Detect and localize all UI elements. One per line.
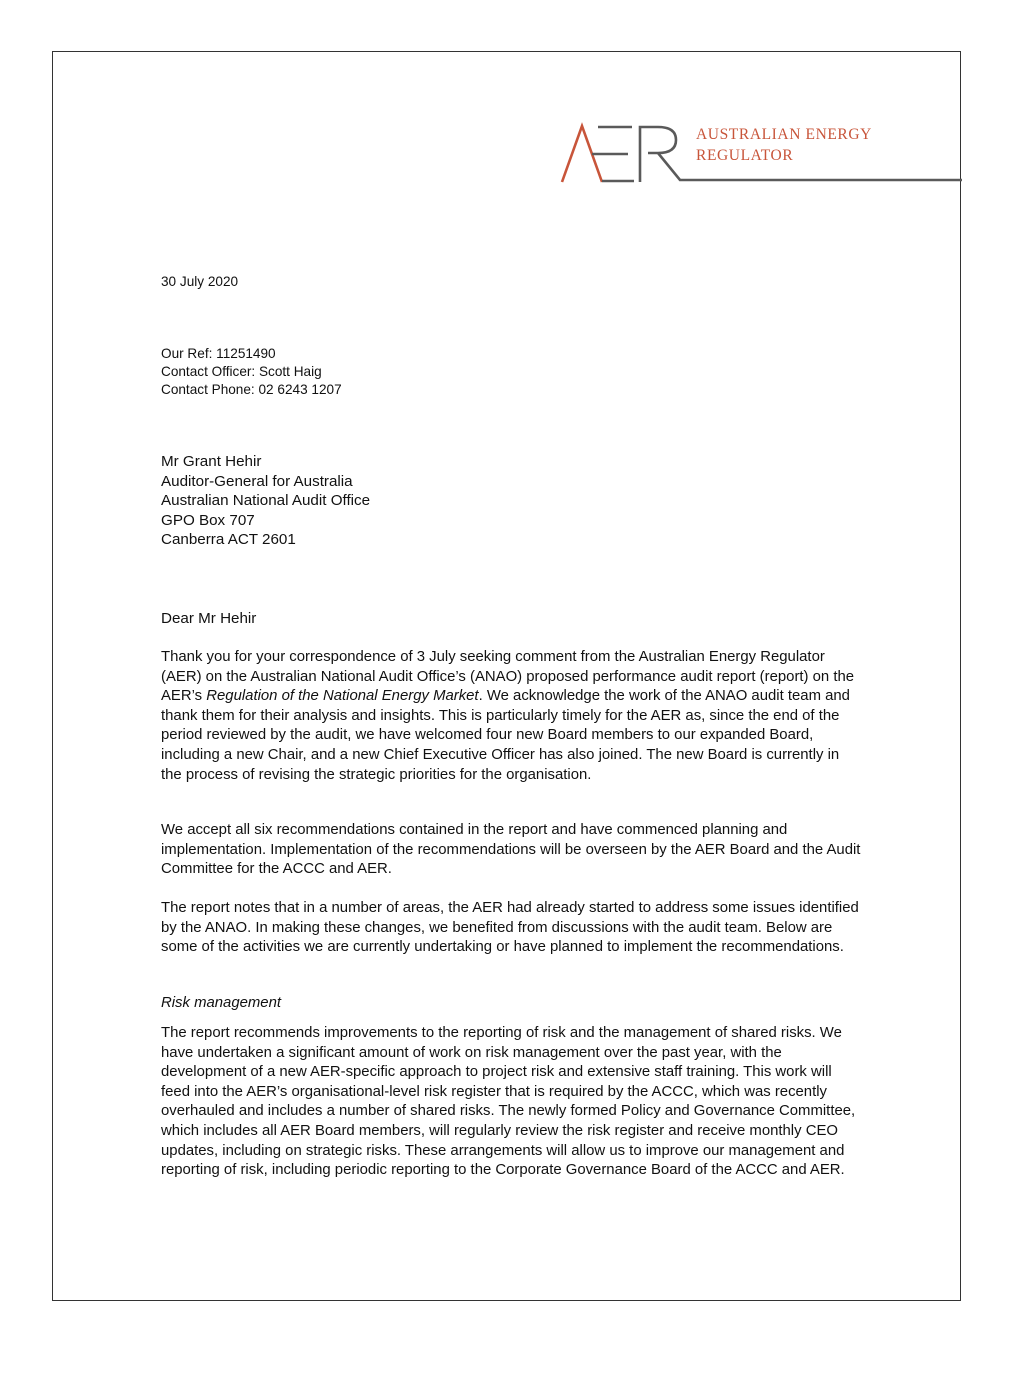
- paragraph-1: [161, 648, 861, 785]
- reference-block: [161, 345, 342, 398]
- recipient-office: Australian National Audit Office: [161, 492, 371, 510]
- paragraph-3: The report notes that in a number of areas, the AER had already started to address some issues identified by the ANAO. In making these changes, we benefited from discussions with the audit team. Below are some of the activities we are currently undertaking or have planned to implement the recommendations.: [161, 900, 859, 956]
- salutation: Dear Mr Hehir: [161, 610, 257, 627]
- recipient-box: GPO Box 707: [161, 511, 255, 529]
- logo-line-1: AUSTRALIAN ENERGY: [696, 126, 872, 143]
- risk-management-heading: Risk management: [161, 995, 282, 1011]
- report-title: Regulation of the National Energy Market: [206, 688, 479, 705]
- paragraph-1-end: . We acknowledge the work of the ANAO audit team and thank them for their analysis and insights. This is particularly timely for the AER as, since the end of the period reviewed by the audit, we have welcomed four new Board members to our expanded Board, including a new Chair, and a new Chief Executive Officer has also joined. The new Board is currently in the process of revising the strategic priorities for the organisation.: [161, 688, 850, 783]
- contact-phone: Contact Phone: 02 6243 1207: [161, 381, 342, 397]
- paragraph-4: The report recommends improvements to the reporting of risk and the management of shared risks. We have undertaken a significant amount of work on risk management over the past year, with the development of a new AER-specific approach to project risk and extensive staff training. This work will feed into the AER’s organisational-level risk register that is required by the ACCC, which was recently overhauled and includes a number of shared risks. The newly formed Policy and Governance Committee, which includes all AER Board members, will regularly review the risk register and receive monthly CEO updates, including on strategic risks. These arrangements will allow us to improve our management and reporting of risk, including periodic reporting to the Corporate Governance Board of the ACCC and AER.: [161, 1025, 856, 1179]
- logo-line-2: REGULATOR: [696, 147, 794, 164]
- recipient-name: Mr Grant Hehir: [161, 453, 262, 470]
- logo-wordmark: [696, 124, 872, 166]
- letter-date: 30 July 2020: [161, 274, 239, 289]
- contact-officer: Contact Officer: Scott Haig: [161, 363, 322, 379]
- recipient-address: [161, 452, 370, 550]
- aer-logo: [558, 120, 962, 186]
- paragraph-1-start: Thank you for your correspondence of 3 July seeking comment from the Australian Energy Regulator (AER) on the Australian National Audit Office’s (ANAO) proposed performance audit report (report) on the AER’s: [161, 649, 855, 705]
- paragraph-2: We accept all six recommendations contained in the report and have commenced planning and implementation. Implementation of the recommendations will be overseen by the AER Board and the Audit Committee for the ACCC and AER.: [161, 822, 861, 878]
- recipient-title: Auditor-General for Australia: [161, 472, 353, 490]
- our-ref: Our Ref: 11251490: [161, 346, 276, 361]
- recipient-city: Canberra ACT 2601: [161, 531, 296, 549]
